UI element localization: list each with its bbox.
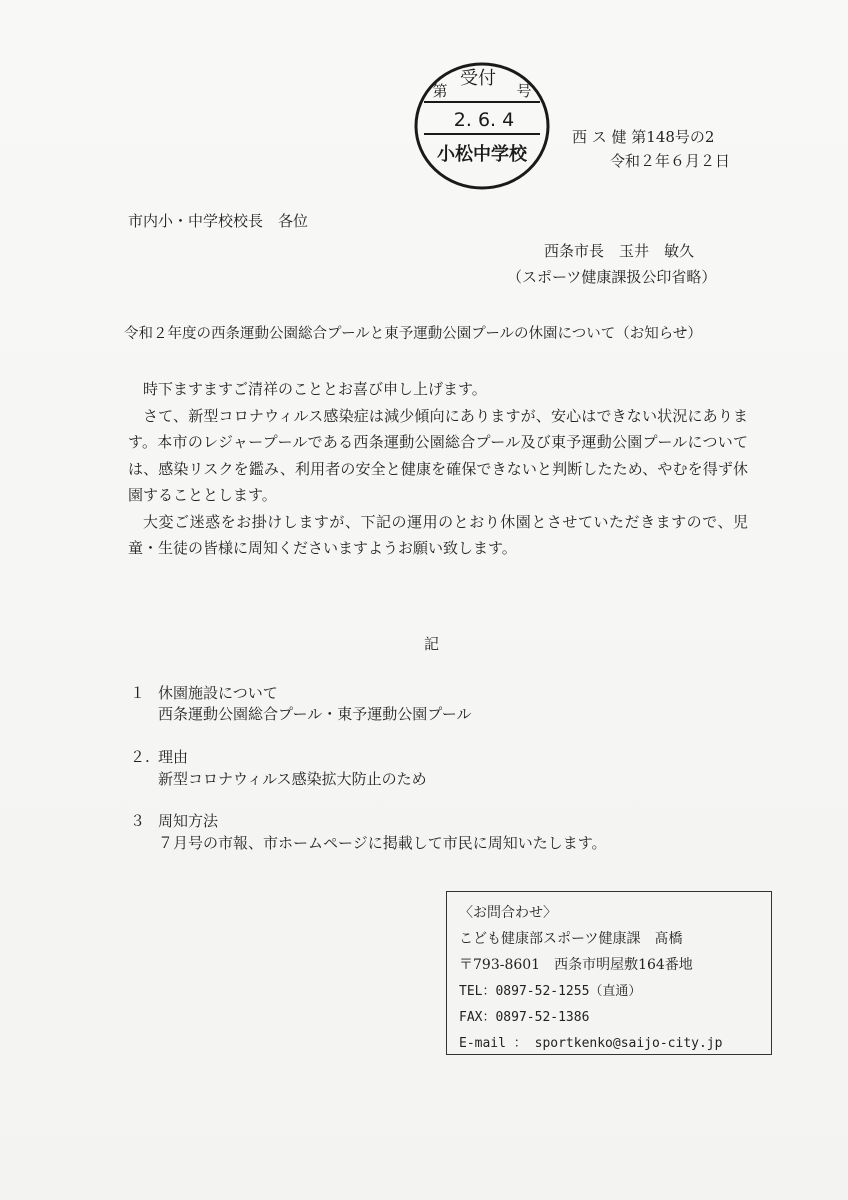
item-3-number: ３	[130, 812, 146, 830]
sender-note: （スポーツ健康課扱公印省略）	[507, 268, 717, 286]
sender-name: 西条市長 玉井 敏久	[544, 242, 695, 260]
document-date: 令和２年６月２日	[610, 152, 731, 170]
stamp-date-text: 2. 6. 4	[453, 109, 515, 131]
item-1-heading: 休園施設について	[158, 684, 278, 702]
item-3-detail: ７月号の市報、市ホームページに掲載して市民に周知いたします。	[158, 834, 607, 852]
body-paragraph-3: 大変ご迷惑をお掛けしますが、下記の運用のとおり休園とさせていただきますので、児童・生徒の皆様に周知くださいますようお願い致します。	[128, 512, 748, 557]
item-2-heading: 理由	[158, 748, 189, 766]
stamp-right-text: 号	[516, 82, 532, 100]
body-paragraph-2: さて、新型コロナウィルス感染症は減少傾向にありますが、安心はできない状況にあります。本市のレジャープールである西条運動公園総合プール及び東予運動公園プールについては、感染リスクを鑑み、利用者の安全と健康を確保できないと判断したため、やむを得ず休園することとします。	[128, 406, 748, 504]
item-1-detail: 西条運動公園総合プール・東予運動公園プール	[158, 705, 472, 723]
contact-heading: 〈お問合わせ〉	[459, 905, 557, 921]
notice-title: 令和２年度の西条運動公園総合プールと東予運動公園プールの休園について（お知らせ）	[124, 326, 702, 342]
contact-box	[446, 891, 772, 1055]
item-3-heading: 周知方法	[158, 812, 219, 830]
contact-fax: FAX：0897-52-1386	[459, 1010, 590, 1025]
stamp-school-text: 小松中学校	[437, 144, 527, 165]
contact-address: 〒793-8601 西条市明屋敷164番地	[459, 957, 693, 973]
body-paragraph-1: 時下ますますご清祥のこととお喜び申し上げます。	[143, 380, 487, 398]
contact-email: E-mail ： sportkenko@saijo-city.jp	[459, 1036, 723, 1051]
item-2-number: ２.	[130, 748, 150, 766]
addressee: 市内小・中学校校長 各位	[128, 212, 309, 230]
ki-heading: 記	[424, 635, 440, 653]
document-number: 西 ス 健 第148号の2	[572, 128, 715, 146]
stamp-left-text: 第	[432, 82, 448, 100]
contact-department: こども健康部スポーツ健康課 髙橋	[459, 931, 683, 947]
received-stamp	[412, 60, 552, 192]
body-text	[128, 376, 748, 562]
item-1-number: １	[130, 684, 146, 702]
contact-tel: TEL：0897-52-1255（直通）	[459, 984, 642, 999]
stamp-seal-icon	[412, 60, 552, 192]
stamp-top-text: 受付	[460, 68, 496, 89]
item-2-detail: 新型コロナウィルス感染拡大防止のため	[158, 770, 427, 788]
